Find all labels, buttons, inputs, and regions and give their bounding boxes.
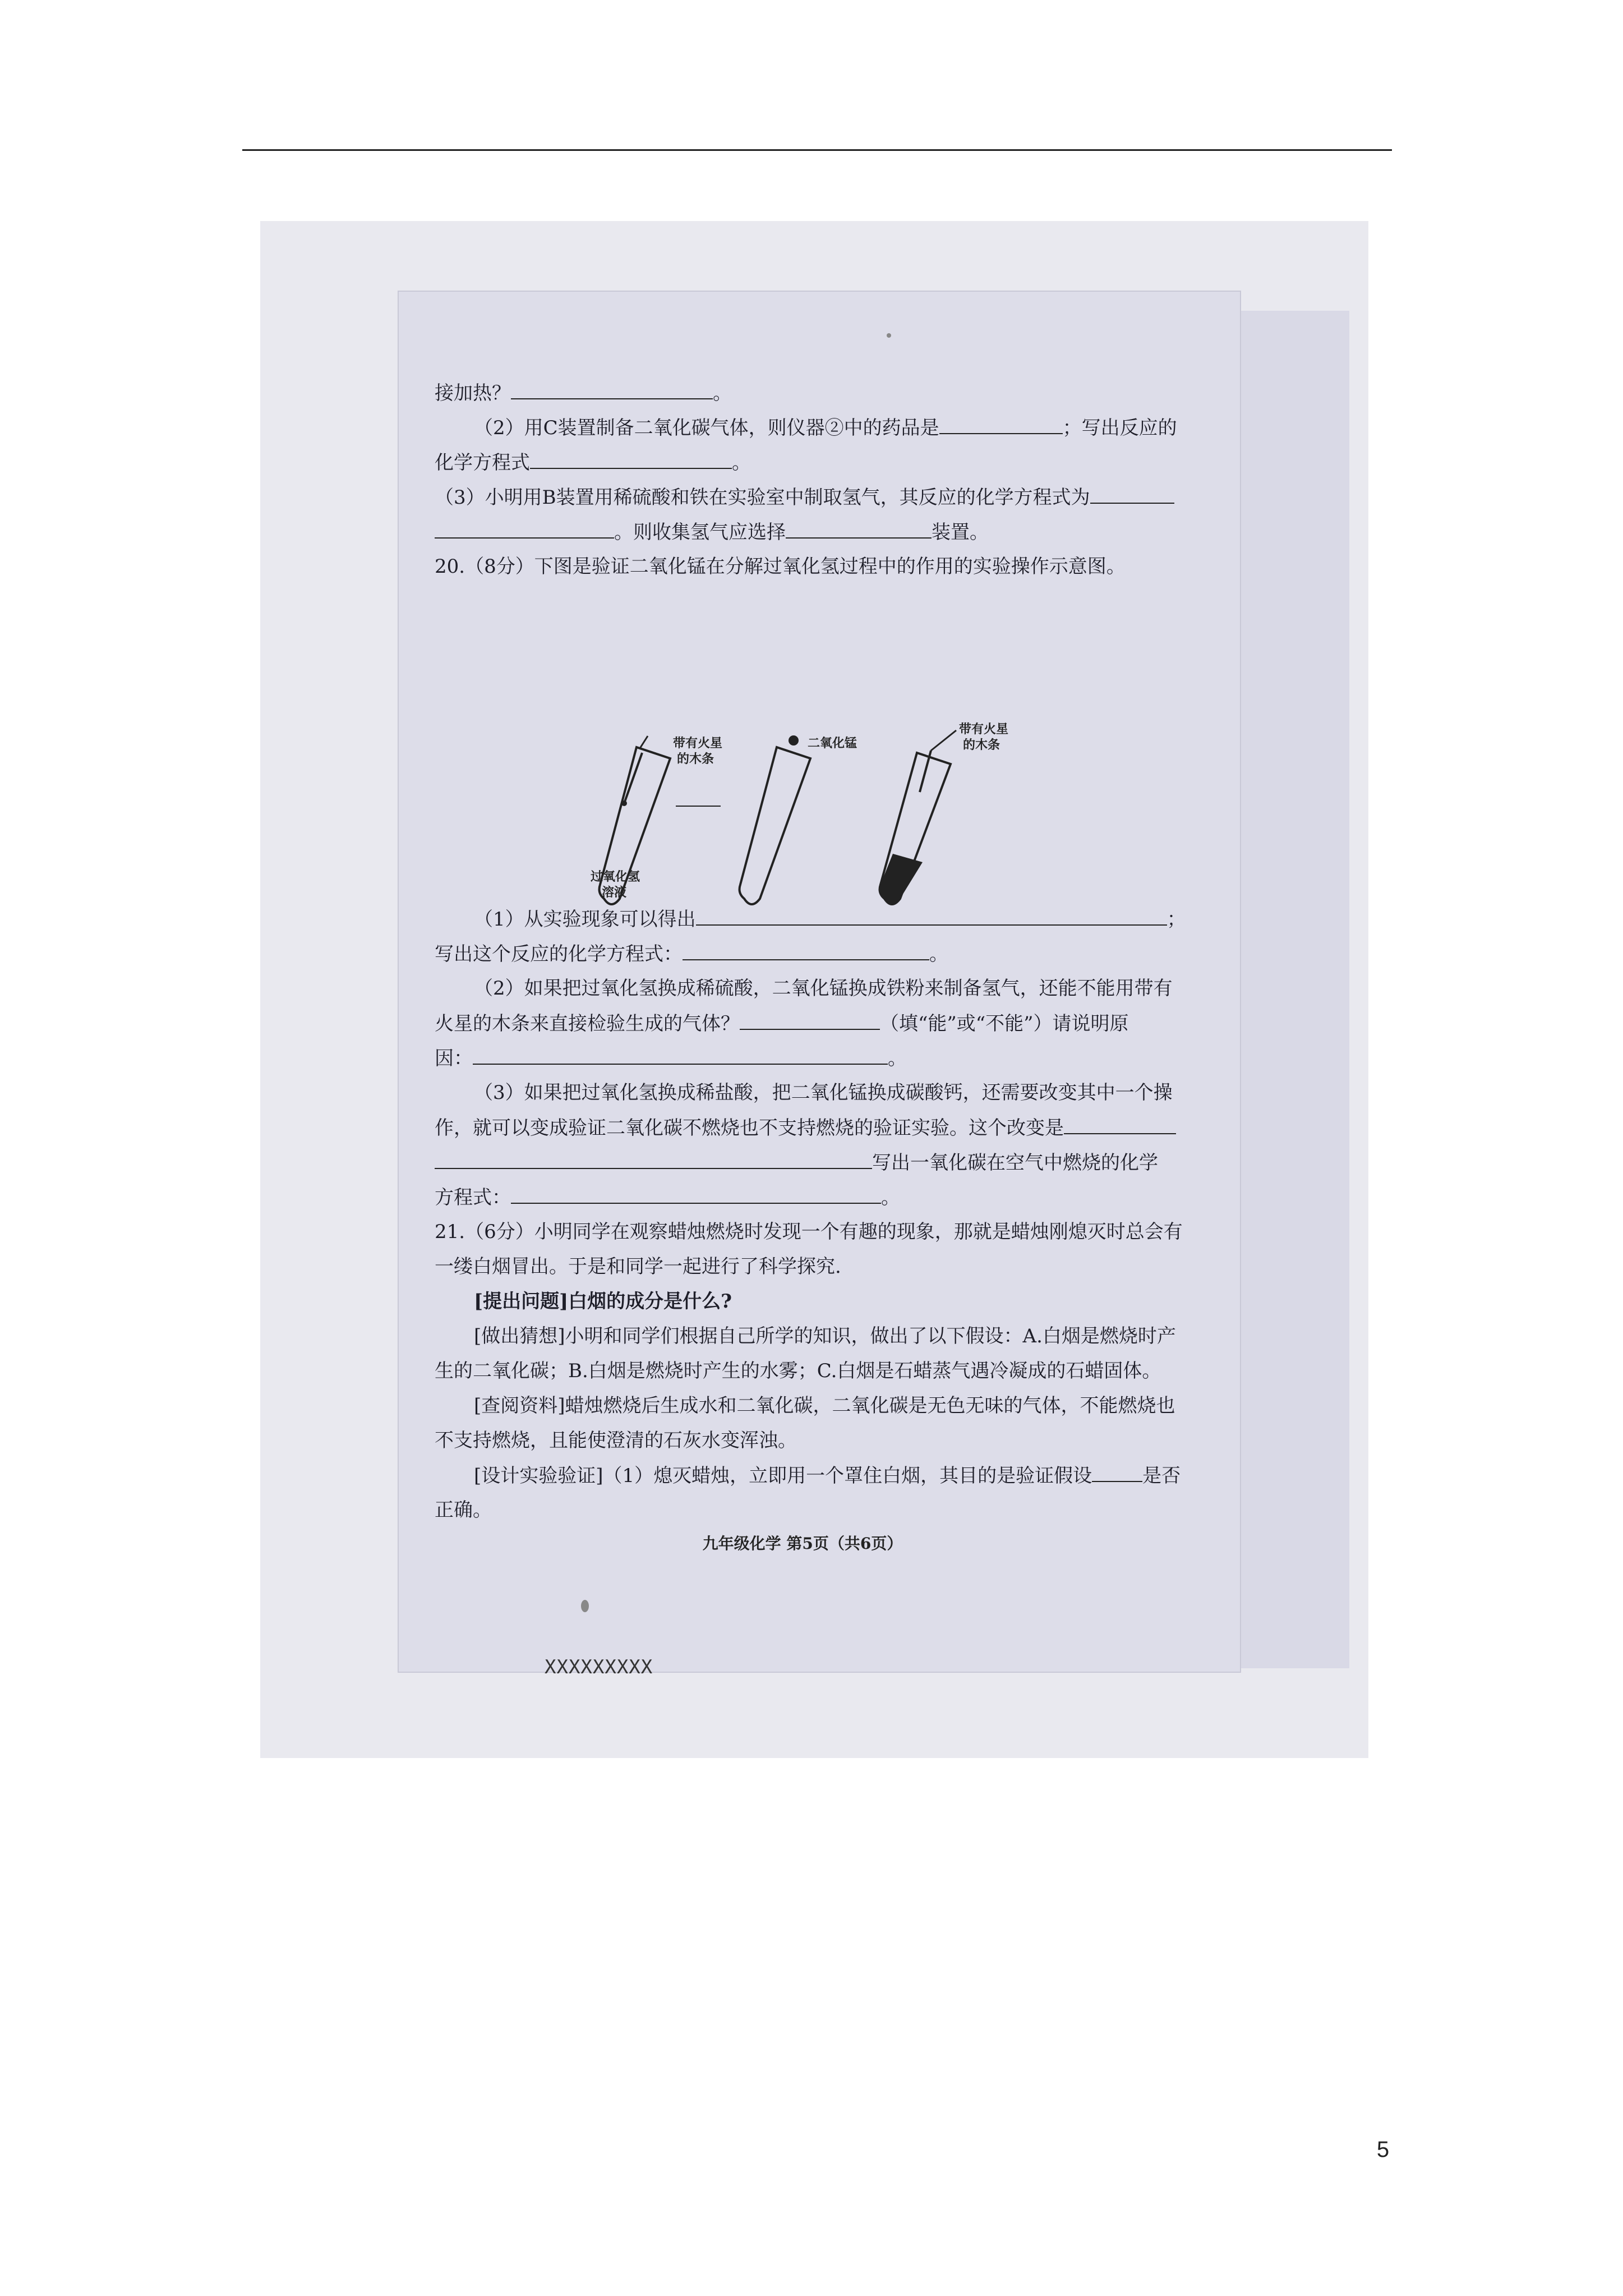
question-21: 21.（6分）小明同学在观察蜡烛燃烧时发现一个有趣的现象，那就是蜡烛刚熄灭时总会有: [435, 1221, 1183, 1243]
text-line: （3）如果把过氧化氢换成稀盐酸，把二氧化锰换成碳酸钙，还需要改变其中一个操: [474, 1082, 1173, 1104]
text-line: （1）从实验现象可以得出 ；: [474, 908, 1186, 931]
text-line: [做出猜想]小明和同学们根据自己所学的知识，做出了以下假设：A.白烟是燃烧时产: [474, 1325, 1176, 1347]
text-line: 因： 。: [435, 1047, 907, 1070]
header-rule: [242, 149, 1392, 151]
text-line: 作，就可以变成验证二氧化碳不燃烧也不支持燃烧的验证实验。这个改变是: [435, 1116, 1176, 1139]
text-line: 不支持燃烧，且能使澄清的石灰水变浑浊。: [435, 1429, 797, 1452]
svg-text:过氧化氢: 过氧化氢: [591, 870, 640, 884]
text-line: 方程式： 。: [435, 1186, 900, 1209]
text-line: 正确。: [435, 1499, 492, 1521]
svg-text:带有火星: 带有火星: [959, 723, 1009, 737]
test-tube-middle-icon: [740, 735, 810, 904]
svg-text:的木条: 的木条: [677, 752, 714, 766]
text-line: 写出这个反应的化学方程式： 。: [435, 943, 948, 965]
page-number: 5: [1376, 2137, 1390, 2162]
test-tube-right-icon: [880, 730, 956, 904]
question-20: 20.（8分）下图是验证二氧化锰在分解过氧化氢过程中的作用的实验操作示意图。: [435, 555, 1126, 578]
svg-text:的木条: 的木条: [963, 738, 1000, 752]
text-line: （2）如果把过氧化氢换成稀硫酸，二氧化锰换成铁粉来制备氢气，还能不能用带有: [474, 977, 1173, 1000]
text-line: 一缕白烟冒出。于是和同学一起进行了科学探究.: [435, 1255, 841, 1278]
svg-text:溶液: 溶液: [602, 886, 627, 900]
text-line: [查阅资料]蜡烛燃烧后生成水和二氧化碳，二氧化碳是无色无味的气体，不能燃烧也: [474, 1395, 1175, 1417]
svg-text:带有火星: 带有火星: [673, 737, 723, 751]
svg-text:二氧化锰: 二氧化锰: [808, 737, 857, 751]
text-line: 接加热？ 。: [435, 382, 732, 404]
text-line: 。则收集氢气应选择 装置。: [435, 521, 989, 544]
text-line: （2）用C装置制备二氧化碳气体，则仪器②中的药品是 ；写出反应的: [474, 417, 1177, 439]
text-line: 生的二氧化碳；B.白烟是燃烧时产生的水雾；C.白烟是石蜡蒸气遇冷凝成的石蜡固体。: [435, 1360, 1161, 1382]
test-tube-diagram: [558, 714, 1063, 910]
sheet-footer: 九年级化学 第5页（共6页）: [702, 1534, 903, 1553]
scanned-exam-page: [260, 221, 1368, 1758]
cross-marks: XXXXXXXXX: [545, 1656, 653, 1678]
scan-speck: [581, 1600, 589, 1612]
text-line: [设计实验验证]（1）熄灭蜡烛，立即用一个罩住白烟，其目的是验证假设 是否: [474, 1465, 1181, 1487]
scan-speck: [887, 333, 891, 338]
text-line: [提出问题]白烟的成分是什么?: [474, 1290, 732, 1313]
back-sheet: [1236, 311, 1349, 1668]
text-line: 火星的木条来直接检验生成的气体？ （填“能”或“不能”）请说明原: [435, 1013, 1129, 1035]
text-line: （3）小明用B装置用稀硫酸和铁在实验室中制取氢气，其反应的化学方程式为: [435, 486, 1174, 509]
text-line: 化学方程式 。: [435, 452, 751, 474]
text-line: 写出一氧化碳在空气中燃烧的化学: [435, 1151, 1158, 1174]
exam-sheet: [398, 291, 1241, 1678]
